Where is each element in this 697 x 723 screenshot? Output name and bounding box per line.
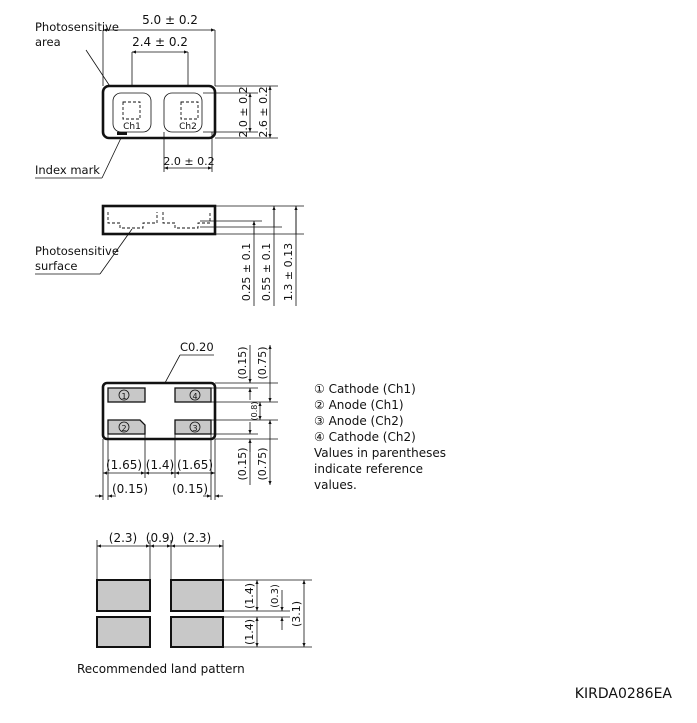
land-pad-bottom-left [97,617,150,647]
land-dim-23-left-label: (2.3) [108,531,138,545]
legend-note-line1: Values in parentheses [314,446,446,460]
dim-side-c-label: 1.3 ± 0.13 [282,242,295,302]
drawing-code: KIRDA0286EA [574,686,672,702]
side-view [35,206,304,306]
legend-note-line3: values. [314,478,357,492]
index-mark [117,132,127,135]
dim-bot-075-label: (0.75) [256,447,269,481]
dim-pitch-label: 2.4 ± 0.2 [132,35,188,49]
land-dim-09-label: (0.9) [145,531,175,545]
dim-015-right-label: (0.15) [171,482,209,496]
ch1-label: Ch1 [123,122,141,132]
land-dim-14-top-label: (1.4) [243,582,256,610]
pin-4-label: 4 [192,392,198,401]
photosensitive-surface-label-line1: Photosensitive [35,244,119,258]
legend-note-line2: indicate reference [314,462,424,476]
photosensitive-surface-label-line2: surface [35,259,78,273]
dim-area-width-label: 2.0 ± 0.2 [163,155,215,168]
land-dim-14-bot-label: (1.4) [243,618,256,646]
dim-165-left-label: (1.65) [105,458,143,472]
dim-top-015-label: (0.15) [236,346,249,380]
dim-015-left-label: (0.15) [111,482,149,496]
index-mark-label: Index mark [35,163,100,177]
photosensitive-area-label-line2: area [35,35,61,49]
pin-1-label: 1 [121,392,127,401]
dim-width-label: 5.0 ± 0.2 [142,13,198,27]
chamfer-label: C0.20 [180,340,214,354]
ch2-label: Ch2 [179,122,197,132]
land-pattern [77,531,312,676]
dim-side-b-label: 0.55 ± 0.1 [260,242,273,302]
dim-mid-08-label: (0.8) [250,401,259,421]
dim-height-label: 2.6 ± 0.2 [257,86,270,138]
dim-area-height-label: 2.0 ± 0.2 [237,86,250,138]
land-pad-bottom-right [171,617,223,647]
pin-3-label: 3 [192,424,198,433]
dim-side-a-label: 0.25 ± 0.1 [240,242,253,302]
land-pad-top-left [97,580,150,611]
top-view [35,13,278,178]
land-pattern-caption: Recommended land pattern [77,662,245,676]
land-pad-top-right [171,580,223,611]
land-dim-31-label: (3.1) [290,600,303,628]
bottom-view [95,340,278,500]
land-dim-23-right-label: (2.3) [182,531,212,545]
land-dim-03-label: (0.3) [270,584,281,608]
legend-item-3: ③ Anode (Ch2) [314,414,404,428]
legend-item-4: ④ Cathode (Ch2) [314,430,416,444]
dim-top-075-label: (0.75) [256,346,269,380]
dim-14-label: (1.4) [145,458,175,472]
side-view-package-outline [103,206,215,234]
dim-bot-015-label: (0.15) [236,447,249,481]
legend-item-2: ② Anode (Ch1) [314,398,404,412]
dim-165-right-label: (1.65) [176,458,214,472]
pin-legend [314,382,446,492]
photosensitive-area-label-line1: Photosensitive [35,20,119,34]
pin-2-label: 2 [121,424,127,433]
legend-item-1: ① Cathode (Ch1) [314,382,416,396]
